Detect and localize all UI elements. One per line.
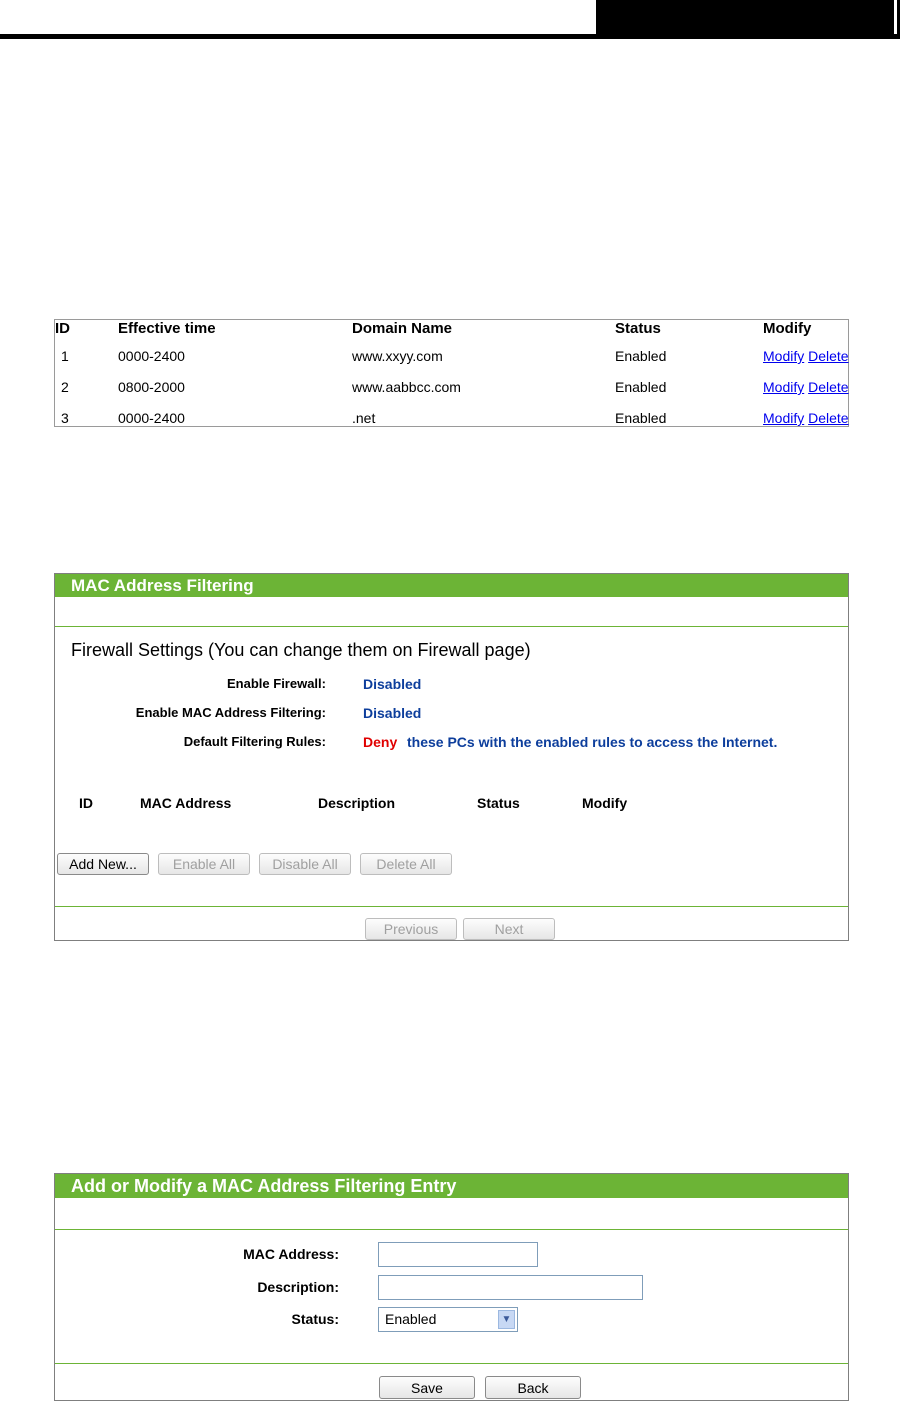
mac-address-input[interactable] xyxy=(378,1242,538,1267)
chevron-down-icon[interactable]: ▼ xyxy=(498,1310,515,1329)
table-row-status: Enabled xyxy=(615,379,667,395)
enable-firewall-value: Disabled xyxy=(363,676,422,692)
save-button[interactable]: Save xyxy=(379,1376,475,1399)
header-edge-mark xyxy=(897,0,900,38)
panel-title: Add or Modify a MAC Address Filtering Entry xyxy=(55,1174,848,1198)
previous-button[interactable]: Previous xyxy=(365,918,457,940)
table-row-status: Enabled xyxy=(615,348,667,364)
modify-link[interactable]: Modify xyxy=(763,410,805,426)
divider xyxy=(55,1229,848,1230)
col-header-domain-name: Domain Name xyxy=(352,320,453,337)
next-button[interactable]: Next xyxy=(463,918,555,940)
mac-address-label: MAC Address: xyxy=(243,1246,339,1262)
status-label: Status: xyxy=(291,1311,339,1327)
table-row-time: 0000-2400 xyxy=(118,348,185,364)
description-input[interactable] xyxy=(378,1275,643,1300)
col-header-status: Status xyxy=(477,795,520,811)
col-header-modify: Modify xyxy=(763,320,812,337)
description-label: Description: xyxy=(257,1279,339,1295)
divider xyxy=(55,906,848,907)
col-header-id: ID xyxy=(79,795,93,811)
enable-firewall-label: Enable Firewall: xyxy=(227,676,326,691)
enable-mac-filtering-value: Disabled xyxy=(363,705,422,721)
divider xyxy=(55,1363,848,1364)
back-button[interactable]: Back xyxy=(485,1376,581,1399)
delete-link[interactable]: Delete xyxy=(808,348,849,364)
table-row-domain: www.aabbcc.com xyxy=(352,379,461,395)
delete-all-button[interactable]: Delete All xyxy=(360,853,452,875)
delete-link[interactable]: Delete xyxy=(808,410,849,426)
default-rules-label: Default Filtering Rules: xyxy=(183,734,326,749)
col-header-status: Status xyxy=(615,320,661,337)
modify-link[interactable]: Modify xyxy=(763,348,805,364)
enable-mac-filtering-label: Enable MAC Address Filtering: xyxy=(135,705,326,720)
col-header-mac-address: MAC Address xyxy=(140,795,232,811)
col-header-effective-time: Effective time xyxy=(118,320,216,337)
status-select-value: Enabled xyxy=(385,1311,437,1327)
table-row-id: 1 xyxy=(61,348,69,364)
table-row-domain: .net xyxy=(352,410,376,426)
delete-link[interactable]: Delete xyxy=(808,379,849,395)
col-header-description: Description xyxy=(318,795,396,811)
header-rule xyxy=(0,34,900,39)
table-row-domain: www.xxyy.com xyxy=(352,348,443,364)
default-rules-text: these PCs with the enabled rules to access the Internet. xyxy=(407,734,778,750)
mac-entry-panel xyxy=(54,1173,849,1401)
col-header-id: ID xyxy=(55,320,70,337)
table-row-time: 0000-2400 xyxy=(118,410,185,426)
default-rules-action: Deny xyxy=(363,734,398,750)
mac-filtering-panel xyxy=(54,573,849,941)
table-row-time: 0800-2000 xyxy=(118,379,185,395)
disable-all-button[interactable]: Disable All xyxy=(259,853,351,875)
modify-link[interactable]: Modify xyxy=(763,379,805,395)
enable-all-button[interactable]: Enable All xyxy=(158,853,250,875)
col-header-modify: Modify xyxy=(582,795,628,811)
firewall-settings-heading: Firewall Settings (You can change them on Firewall page) xyxy=(71,640,531,660)
divider xyxy=(55,626,848,627)
status-select[interactable] xyxy=(378,1307,518,1332)
header-black-block xyxy=(596,0,894,37)
table-row-id: 3 xyxy=(61,410,69,426)
add-new-button[interactable]: Add New... xyxy=(57,853,149,875)
panel-title: MAC Address Filtering xyxy=(55,574,848,597)
table-row-status: Enabled xyxy=(615,410,667,426)
domain-filter-table xyxy=(54,319,849,427)
table-row-id: 2 xyxy=(61,379,69,395)
